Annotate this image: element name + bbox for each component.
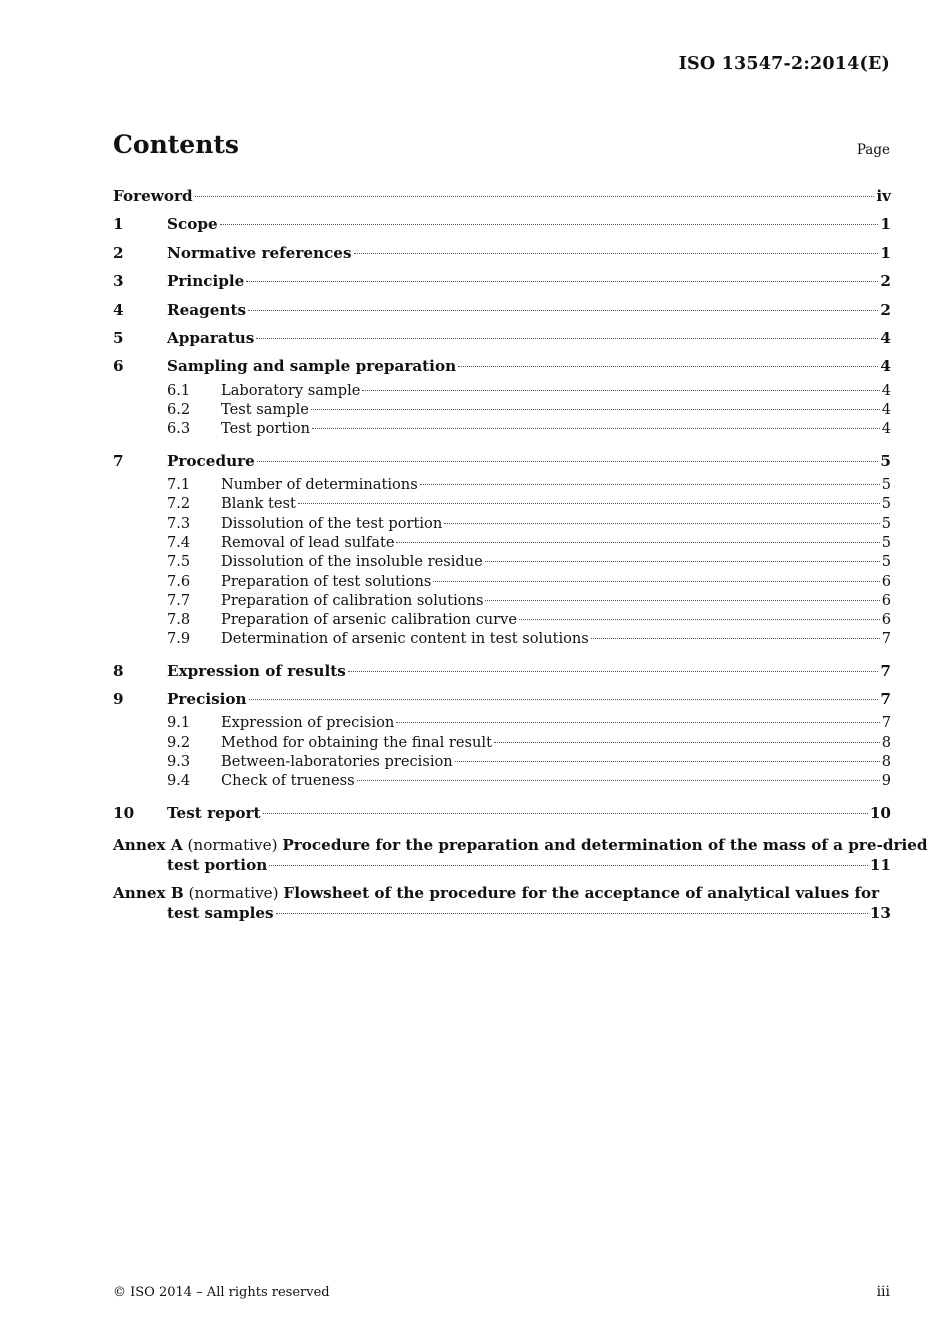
- subsection-page: 8: [881, 733, 891, 751]
- leader-dots: [433, 581, 879, 582]
- toc-entry-section-7[interactable]: [113, 447, 891, 475]
- table-of-contents: [113, 182, 928, 923]
- subsection-number: 7.3: [167, 514, 191, 532]
- toc-entry-subsection-9.3[interactable]: [113, 752, 891, 771]
- subsection-number: 9.3: [167, 753, 191, 771]
- annex-title-line2: test samples: [167, 903, 274, 922]
- leader-dots: [455, 761, 880, 762]
- toc-entry-section-8[interactable]: [113, 657, 891, 685]
- section-title: Reagents: [167, 300, 247, 319]
- section-number: 9: [113, 690, 124, 709]
- toc-annexes: [113, 836, 928, 923]
- section-number: 2: [113, 243, 124, 262]
- subsection-page: 5: [881, 553, 891, 571]
- leader-dots: [444, 523, 879, 524]
- subsection-number: 7.9: [167, 630, 191, 648]
- section-page: 2: [880, 272, 891, 291]
- leader-dots: [591, 638, 880, 639]
- toc-entry-subsection-7.6[interactable]: [113, 572, 891, 591]
- subsection-title: Preparation of calibration solutions: [221, 591, 484, 609]
- leader-dots: [263, 813, 868, 814]
- section-title: Procedure: [167, 451, 255, 470]
- section-number: 5: [113, 328, 124, 347]
- toc-entry-page: iv: [876, 187, 891, 205]
- leader-dots: [269, 865, 868, 866]
- subsection-number: 9.1: [167, 714, 191, 732]
- annex-heading-line: [113, 836, 928, 856]
- toc-entry-section-5[interactable]: [113, 324, 891, 352]
- subsection-title: Preparation of test solutions: [221, 572, 432, 590]
- annex-page: 13: [869, 903, 891, 922]
- subsection-number: 6.1: [167, 381, 191, 399]
- toc-entry-section-1[interactable]: [113, 210, 891, 238]
- copyright-notice: © ISO 2014 – All rights reserved: [113, 1285, 330, 1300]
- toc-entry-subsection-6.2[interactable]: [113, 400, 891, 419]
- annex-label: Annex A: [113, 836, 183, 855]
- leader-dots: [396, 542, 879, 543]
- subsection-page: 4: [881, 420, 891, 438]
- leader-dots: [519, 619, 880, 620]
- toc-entry-subsection-9.2[interactable]: [113, 733, 891, 752]
- leader-dots: [420, 484, 880, 485]
- section-number: 6: [113, 357, 124, 376]
- leader-dots: [249, 699, 879, 700]
- section-title: Expression of results: [167, 661, 346, 680]
- toc-entry-subsection-7.2[interactable]: [113, 494, 891, 513]
- subsection-page: 9: [881, 772, 891, 790]
- subsection-number: 7.1: [167, 476, 191, 494]
- annex-page: 11: [869, 855, 891, 874]
- subsection-page: 4: [881, 401, 891, 419]
- page-number: iii: [876, 1284, 890, 1300]
- section-page: 7: [880, 690, 891, 709]
- toc-entry-section-4[interactable]: [113, 296, 891, 324]
- subsection-page: 7: [881, 714, 891, 732]
- leader-dots: [494, 742, 880, 743]
- subsection-number: 9.2: [167, 733, 191, 751]
- leader-dots: [485, 561, 880, 562]
- subsection-page: 5: [881, 476, 891, 494]
- section-page: 10: [869, 803, 891, 822]
- leader-dots: [246, 281, 878, 282]
- leader-dots: [348, 671, 879, 672]
- section-title: Normative references: [167, 243, 352, 262]
- toc-entry-section-6[interactable]: [113, 352, 891, 380]
- subsection-title: Removal of lead sulfate: [221, 533, 395, 551]
- section-page: 1: [880, 215, 891, 234]
- subsection-page: 4: [881, 381, 891, 399]
- subsection-number: 7.6: [167, 572, 191, 590]
- annex-title-line2-row: [113, 904, 891, 924]
- section-page: 1: [880, 243, 891, 262]
- section-title: Apparatus: [167, 328, 255, 347]
- toc-entry-foreword[interactable]: [113, 182, 891, 210]
- toc-entry-subsection-7.5[interactable]: [113, 552, 891, 571]
- subsection-title: Check of trueness: [221, 772, 355, 790]
- section-number: 1: [113, 215, 124, 234]
- toc-entry-subsection-7.1[interactable]: [113, 475, 891, 494]
- toc-entry-subsection-7.7[interactable]: [113, 591, 891, 610]
- leader-dots: [257, 461, 879, 462]
- subsection-page: 5: [881, 533, 891, 551]
- section-number: 10: [113, 803, 135, 822]
- toc-entry-subsection-6.1[interactable]: [113, 381, 891, 400]
- leader-dots: [311, 409, 880, 410]
- section-title: Principle: [167, 272, 245, 291]
- toc-entry-title: Foreword: [113, 187, 193, 205]
- subsection-title: Between-laboratories precision: [221, 753, 453, 771]
- subsection-title: Method for obtaining the final result: [221, 733, 492, 751]
- leader-dots: [485, 600, 879, 601]
- leader-dots: [357, 780, 880, 781]
- leader-dots: [396, 722, 879, 723]
- leader-dots: [298, 503, 880, 504]
- subsection-number: 7.5: [167, 553, 191, 571]
- subsection-title: Dissolution of the insoluble residue: [221, 553, 483, 571]
- toc-entry-subsection-7.9[interactable]: [113, 629, 891, 648]
- subsection-title: Number of determinations: [221, 476, 418, 494]
- section-page: 4: [880, 357, 891, 376]
- subsection-page: 5: [881, 514, 891, 532]
- section-title: Precision: [167, 690, 247, 709]
- annex-type: (normative): [187, 836, 278, 855]
- leader-dots: [248, 310, 878, 311]
- annex-title-line1: Flowsheet of the procedure for the acceptance of analytical values for: [283, 884, 880, 903]
- subsection-title: Preparation of arsenic calibration curve: [221, 611, 518, 629]
- section-title: Test report: [167, 803, 261, 822]
- page-title: Contents: [113, 130, 240, 159]
- subsection-title: Test sample: [221, 401, 309, 419]
- section-number: 3: [113, 272, 124, 291]
- toc-sections: [113, 210, 891, 827]
- annex-title-line1: Procedure for the preparation and determination of the mass of a pre-dried: [282, 836, 928, 855]
- subsection-title: Determination of arsenic content in test solutions: [221, 630, 589, 648]
- subsection-number: 9.4: [167, 772, 191, 790]
- toc-entry-subsection-6.3[interactable]: [113, 419, 891, 438]
- subsection-title: Blank test: [221, 495, 296, 513]
- toc-entry-subsection-7.3[interactable]: [113, 514, 891, 533]
- annex-label: Annex B: [113, 884, 184, 903]
- leader-dots: [362, 390, 879, 391]
- leader-dots: [195, 196, 875, 197]
- leader-dots: [220, 224, 879, 225]
- section-number: 8: [113, 661, 124, 680]
- toc-entry-section-9[interactable]: [113, 685, 891, 713]
- subsection-number: 7.7: [167, 591, 191, 609]
- section-page: 5: [880, 451, 891, 470]
- annex-heading-line: [113, 884, 891, 904]
- toc-entry-subsection-9.4[interactable]: [113, 771, 891, 790]
- toc-entry-section-10[interactable]: [113, 799, 891, 827]
- subsection-title: Expression of precision: [221, 714, 395, 732]
- toc-entry-annex[interactable]: [113, 836, 928, 875]
- subsection-page: 6: [881, 611, 891, 629]
- subsection-title: Dissolution of the test portion: [221, 514, 443, 532]
- annex-title-line2: test portion: [167, 855, 268, 874]
- toc-entry-subsection-7.4[interactable]: [113, 533, 891, 552]
- section-title: Sampling and sample preparation: [167, 357, 457, 376]
- annex-type: (normative): [188, 884, 279, 903]
- leader-dots: [354, 253, 879, 254]
- leader-dots: [276, 913, 868, 914]
- subsection-page: 6: [881, 572, 891, 590]
- leader-dots: [312, 428, 880, 429]
- subsection-page: 7: [881, 630, 891, 648]
- subsection-number: 7.8: [167, 611, 191, 629]
- section-page: 7: [880, 661, 891, 680]
- leader-dots: [458, 366, 878, 367]
- leader-dots: [256, 338, 878, 339]
- page-column-label: Page: [856, 142, 890, 158]
- document-id: ISO 13547-2:2014(E): [678, 54, 890, 74]
- section-title: Scope: [167, 215, 218, 234]
- subsection-title: Laboratory sample: [221, 381, 361, 399]
- annex-title-line2-row: [113, 856, 891, 876]
- toc-entry-annex[interactable]: [113, 884, 891, 923]
- section-number: 7: [113, 451, 124, 470]
- subsection-page: 8: [881, 753, 891, 771]
- section-page: 2: [880, 300, 891, 319]
- subsection-number: 6.3: [167, 420, 191, 438]
- subsection-page: 6: [881, 591, 891, 609]
- subsection-number: 6.2: [167, 401, 191, 419]
- toc-entry-section-3[interactable]: [113, 267, 891, 295]
- subsection-number: 7.4: [167, 533, 191, 551]
- subsection-title: Test portion: [221, 420, 311, 438]
- subsection-number: 7.2: [167, 495, 191, 513]
- toc-entry-subsection-7.8[interactable]: [113, 610, 891, 629]
- toc-entry-subsection-9.1[interactable]: [113, 713, 891, 732]
- section-page: 4: [880, 328, 891, 347]
- subsection-page: 5: [881, 495, 891, 513]
- toc-entry-section-2[interactable]: [113, 239, 891, 267]
- section-number: 4: [113, 300, 124, 319]
